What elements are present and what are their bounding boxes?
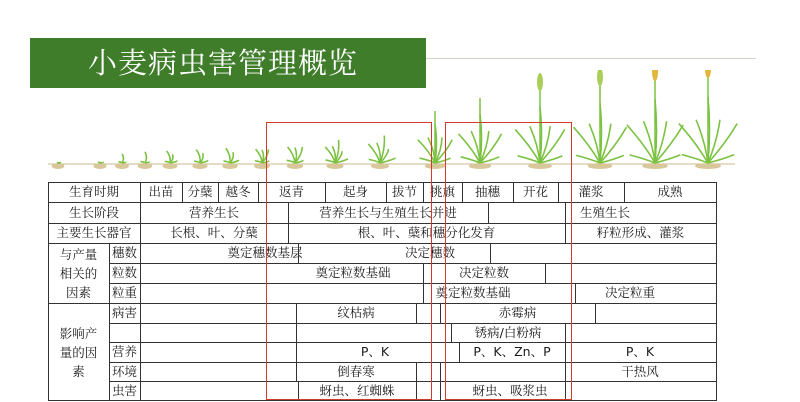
row-label-stage: 生育时期 (68, 184, 119, 200)
stage-cell: 起身 (342, 184, 368, 200)
weight-cell: 决定粒重 (604, 285, 655, 301)
row-label-ear: 穗数 (111, 245, 137, 261)
group-label-line: 素 (72, 363, 85, 379)
organ-cell: 籽粒形成、灌浆 (596, 225, 685, 241)
row-label-pest: 虫害 (111, 382, 137, 398)
row-label-weight: 粒重 (111, 285, 137, 301)
stage-cell: 挑旗 (429, 184, 455, 200)
group-label-yield (48, 244, 109, 303)
ear-cell: 奠定穗数基层 (227, 245, 303, 261)
env-cell: 干热风 (621, 363, 659, 379)
wheat-growth-stage-illustration (40, 70, 740, 180)
stage-cell: 拔节 (391, 184, 417, 200)
row-label-env: 环境 (111, 363, 137, 379)
stage-cell: 返青 (278, 184, 304, 200)
weight-cell: 奠定粒数基础 (435, 285, 511, 301)
group-label-line: 与产量 (59, 247, 98, 262)
stage-cell: 开花 (522, 184, 548, 200)
row-label-disease: 病害 (111, 305, 137, 321)
nutrient-cell: P、K (360, 344, 390, 360)
group-label-line: 因素 (65, 285, 91, 300)
group-label-factors (48, 304, 109, 400)
phase-cell: 营养生长与生殖生长并进 (319, 204, 457, 220)
group-label-line: 影响产 (59, 325, 98, 341)
nutrient-cell: P、K、Zn、P (473, 344, 551, 360)
phase-cell: 营养生长 (188, 204, 239, 220)
grain-cell: 决定粒数 (458, 265, 509, 281)
stage-cell: 抽穗 (474, 184, 500, 200)
divider (426, 58, 756, 59)
row-label-grain: 粒数 (111, 265, 137, 281)
stage-cell: 出苗 (148, 184, 174, 200)
phase-cell: 生殖生长 (579, 204, 630, 220)
page-title: 小麦病虫害管理概览 (88, 46, 359, 80)
pest-cell: 蚜虫、吸浆虫 (472, 382, 548, 398)
pest-cell: 蚜虫、红蜘蛛 (319, 382, 395, 398)
stage-cell: 越冬 (225, 184, 251, 200)
row-label-phase: 生长阶段 (68, 204, 119, 220)
nutrient-cell: P、K (625, 344, 655, 360)
disease-cell: 赤霉病 (498, 305, 537, 321)
organ-cell: 长根、叶、分蘖 (170, 225, 258, 241)
group-label-line: 量的因 (59, 344, 98, 360)
stage-cell: 成熟 (657, 184, 683, 200)
organ-cell: 根、叶、蘖和穗分化发育 (357, 225, 496, 241)
row-label-nutrient: 营养 (111, 344, 137, 360)
ear-cell: 决定穗数 (404, 245, 455, 261)
stage-cell: 分蘖 (187, 184, 213, 200)
disease-cell: 锈病/白粉病 (474, 324, 542, 340)
disease-cell: 纹枯病 (337, 305, 375, 321)
env-cell: 倒春寒 (337, 363, 375, 379)
grain-cell: 奠定粒数基础 (315, 265, 391, 281)
stage-cell: 灌浆 (578, 184, 604, 200)
group-label-line: 相关的 (59, 266, 98, 281)
row-label-organ: 主要生长器官 (56, 225, 132, 241)
